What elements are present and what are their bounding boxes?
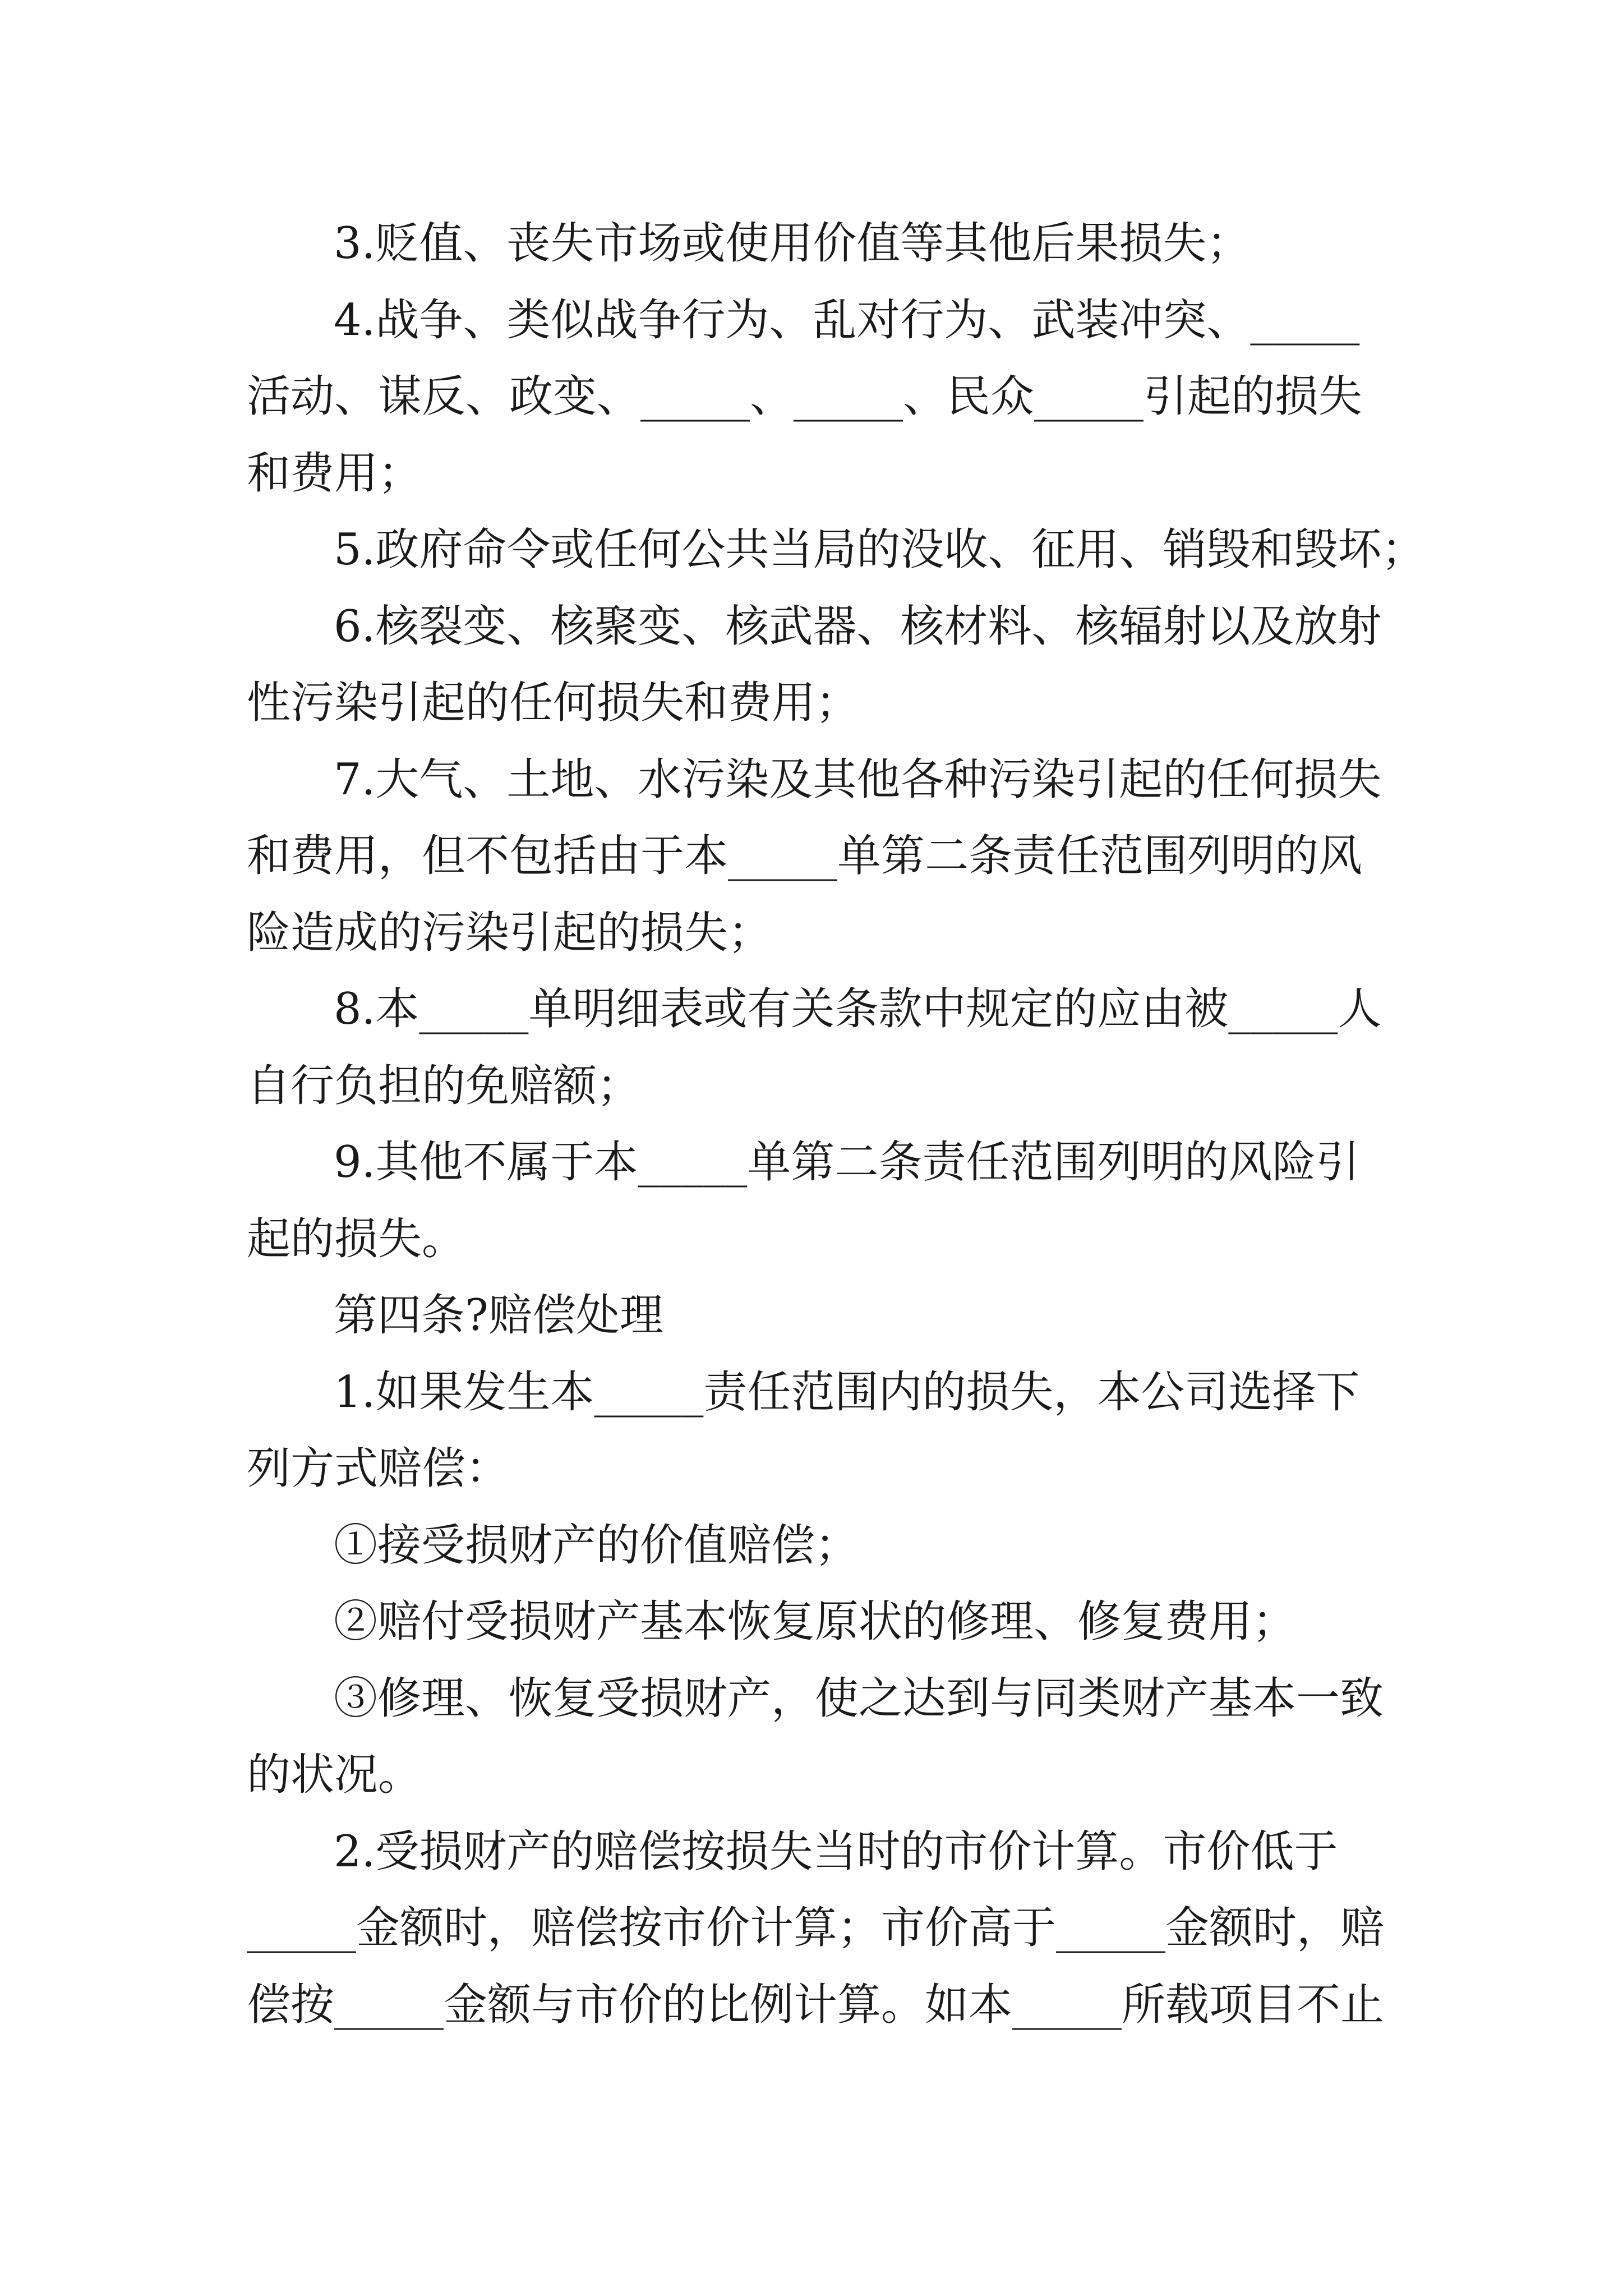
text-line: 起的损失。	[247, 1214, 466, 1264]
text-line: 4.战争、类似战争行为、乱对行为、武装冲突、_____	[334, 295, 1360, 346]
text-line: _____金额时，赔偿按市价计算；市价高于_____金额时，赔	[247, 1903, 1385, 1953]
section-heading: 第四条?赔偿处理	[334, 1290, 663, 1341]
text-line: 性污染引起的任何损失和费用；	[247, 678, 860, 728]
text-line: 自行负担的免赔额；	[247, 1061, 641, 1111]
text-line: 列方式赔偿：	[247, 1443, 510, 1494]
text-line: ③修理、恢复受损财产，使之达到与同类财产基本一致	[334, 1673, 1384, 1724]
text-line: 1.如果发生本_____责任范围内的损失，本公司选择下	[334, 1367, 1360, 1418]
text-line: ①接受损财产的价值赔偿；	[334, 1520, 859, 1571]
text-line: 5.政府命令或任何公共当局的没收、征用、销毁和毁坏；	[334, 524, 1426, 575]
text-line: 偿按_____金额与市价的比例计算。如本_____所载项目不止	[247, 1980, 1385, 2030]
text-line: 险造成的污染引起的损失；	[247, 908, 772, 958]
text-line: 8.本_____单明细表或有关条款中规定的应由被_____人	[334, 984, 1382, 1034]
text-line: 9.其他不属于本_____单第二条责任范围列明的风险引	[334, 1137, 1360, 1188]
text-line: ②赔付受损财产基本恢复原状的修理、修复费用；	[334, 1596, 1297, 1647]
text-line: 3.贬值、丧失市场或使用价值等其他后果损失；	[334, 218, 1251, 269]
text-line: 6.核裂变、核聚变、核武器、核材料、核辐射以及放射	[334, 601, 1382, 652]
text-line: 的状况。	[247, 1750, 422, 1800]
text-line: 活动、谋反、政变、_____、_____、民众_____引起的损失	[247, 371, 1363, 422]
text-line: 和费用；	[247, 448, 422, 499]
text-line: 和费用，但不包括由于本_____单第二条责任范围列明的风	[247, 831, 1363, 881]
text-line: 2.受损财产的赔偿按损失当时的市价计算。市价低于	[334, 1826, 1338, 1877]
text-line: 7.大气、土地、水污染及其他各种污染引起的任何损失	[334, 754, 1382, 805]
